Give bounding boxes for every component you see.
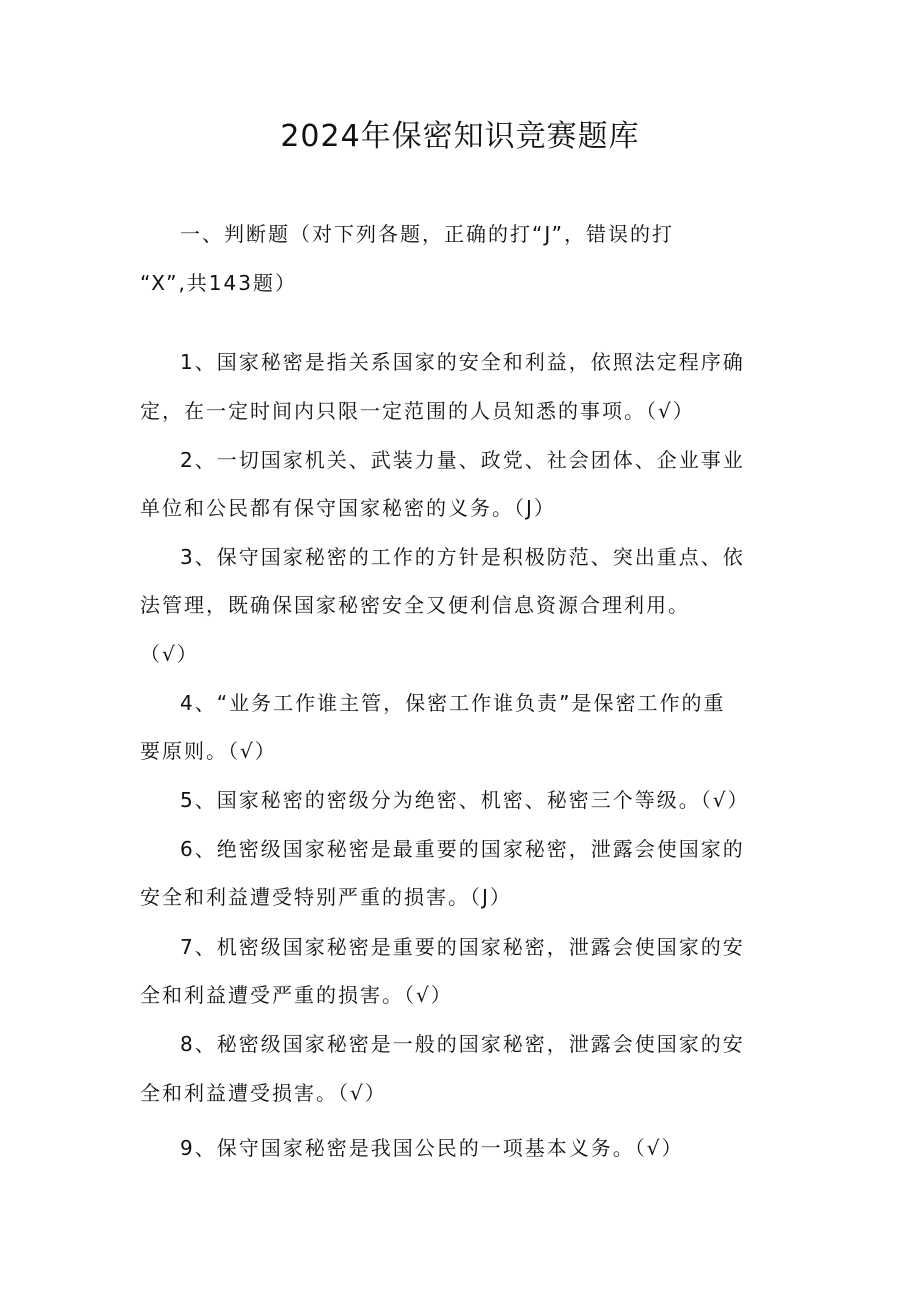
question-3-line-1: 3、保守国家秘密的工作的方针是积极防范、突出重点、依 bbox=[180, 545, 745, 569]
question-4-line-1: 4、“业务工作谁主管，保密工作谁负责”是保密工作的重 bbox=[180, 691, 726, 715]
question-4-line-2: 要原则。（√） bbox=[140, 739, 277, 763]
question-7-line-2: 全和利益遭受严重的损害。（√） bbox=[140, 983, 453, 1007]
question-6-line-1: 6、绝密级国家秘密是最重要的国家秘密，泄露会使国家的 bbox=[180, 837, 745, 861]
question-5-line-1: 5、国家秘密的密级分为绝密、机密、秘密三个等级。（√） bbox=[180, 788, 750, 812]
question-8-line-2: 全和利益遭受损害。（√） bbox=[140, 1081, 387, 1105]
section-heading-line-1: 一、判断题（对下列各题，正确的打“J”，错误的打 bbox=[180, 222, 675, 246]
question-3-line-3: （√） bbox=[140, 642, 199, 666]
question-8-line-1: 8、秘密级国家秘密是一般的国家秘密，泄露会使国家的安 bbox=[180, 1032, 745, 1056]
question-6-line-2: 安全和利益遭受特别严重的损害。（J） bbox=[140, 885, 512, 909]
question-1-line-2: 定，在一定时间内只限一定范围的人员知悉的事项。（√） bbox=[140, 399, 695, 423]
question-9-line-1: 9、保守国家秘密是我国公民的一项基本义务。（√） bbox=[180, 1136, 684, 1160]
question-7-line-1: 7、机密级国家秘密是重要的国家秘密，泄露会使国家的安 bbox=[180, 935, 745, 959]
section-heading-line-2: “X”,共143题） bbox=[140, 271, 297, 295]
question-3-line-2: 法管理，既确保国家秘密安全又便利信息资源合理利用。 bbox=[140, 593, 690, 617]
document-title: 2024年保密知识竞赛题库 bbox=[280, 119, 640, 154]
question-2-line-1: 2、一切国家机关、武装力量、政党、社会团体、企业事业 bbox=[180, 448, 745, 472]
question-2-line-2: 单位和公民都有保守国家秘密的义务。（J） bbox=[140, 496, 556, 520]
question-1-line-1: 1、国家秘密是指关系国家的安全和利益，依照法定程序确 bbox=[180, 350, 745, 374]
